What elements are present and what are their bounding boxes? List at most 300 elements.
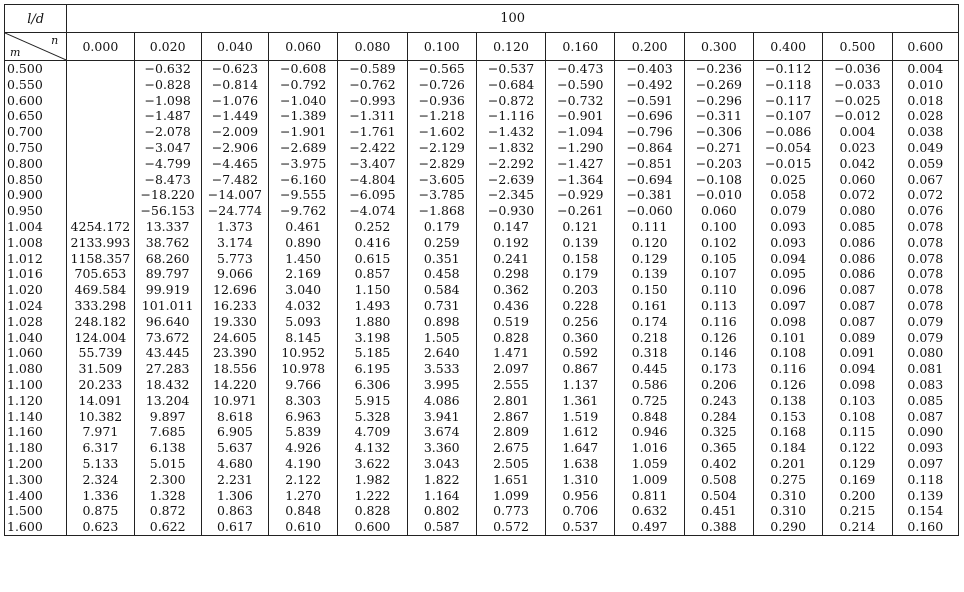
table-cell: 0.275 (754, 472, 823, 488)
table-cell: 0.116 (754, 361, 823, 377)
table-row (5, 298, 959, 314)
table-cell: 0.214 (823, 519, 892, 535)
table-cell: −2.689 (269, 140, 338, 156)
table-cell: 1.982 (338, 472, 407, 488)
table-cell: 0.078 (892, 235, 958, 251)
table-row (5, 330, 959, 346)
table-cell: −2.345 (476, 187, 545, 203)
table-cell: −2.639 (476, 172, 545, 188)
table-cell: 3.040 (269, 282, 338, 298)
table-cell: 0.087 (823, 298, 892, 314)
table-cell: −0.851 (615, 156, 684, 172)
table-cell: 0.284 (684, 409, 753, 425)
row-header-m: 0.650 (5, 108, 67, 124)
table-cell: 0.080 (892, 345, 958, 361)
ratio-label-cell (5, 5, 67, 33)
table-cell: 0.857 (338, 266, 407, 282)
table-cell: −0.537 (476, 61, 545, 77)
table-cell (67, 172, 134, 188)
table-cell: 0.848 (269, 503, 338, 519)
row-header-m: 0.800 (5, 156, 67, 172)
table-cell: 0.049 (892, 140, 958, 156)
n-label: n (51, 34, 59, 47)
table-cell: −0.623 (201, 61, 268, 77)
table-cell: 6.306 (338, 377, 407, 393)
table-cell: −1.868 (407, 203, 476, 219)
table-cell: 0.811 (615, 488, 684, 504)
table-cell: 0.252 (338, 219, 407, 235)
row-header-m: 1.060 (5, 345, 67, 361)
table-cell: 1.222 (338, 488, 407, 504)
row-header-m: 1.012 (5, 251, 67, 267)
row-header-m: 1.020 (5, 282, 67, 298)
table-cell: 6.963 (269, 409, 338, 425)
table-cell: −0.473 (546, 61, 615, 77)
table-cell: 1.310 (546, 472, 615, 488)
table-cell: 3.674 (407, 424, 476, 440)
row-header-m: 1.200 (5, 456, 67, 472)
table-cell: 0.096 (754, 282, 823, 298)
table-cell: 0.108 (754, 345, 823, 361)
table-cell: 0.508 (684, 472, 753, 488)
table-cell: 0.098 (823, 377, 892, 393)
row-header-m: 1.024 (5, 298, 67, 314)
table-cell: 12.696 (201, 282, 268, 298)
table-cell: 3.622 (338, 456, 407, 472)
row-header-m: 1.100 (5, 377, 67, 393)
table-cell: −0.726 (407, 77, 476, 93)
table-cell: 0.059 (892, 156, 958, 172)
table-cell: 0.101 (754, 330, 823, 346)
table-row (5, 519, 959, 535)
table-cell: 0.095 (754, 266, 823, 282)
table-cell: 0.115 (823, 424, 892, 440)
table-cell: −0.033 (823, 77, 892, 93)
table-cell: 0.828 (476, 330, 545, 346)
table-cell (67, 124, 134, 140)
table-cell: 0.080 (823, 203, 892, 219)
table-cell: −0.269 (684, 77, 753, 93)
column-header-row (5, 33, 959, 61)
table-cell: 0.617 (201, 519, 268, 535)
table-cell: 1.009 (615, 472, 684, 488)
table-cell: 0.451 (684, 503, 753, 519)
table-cell: 0.085 (823, 219, 892, 235)
table-cell: −0.694 (615, 172, 684, 188)
table-cell: −0.311 (684, 108, 753, 124)
table-row (5, 314, 959, 330)
table-cell: 0.504 (684, 488, 753, 504)
table-cell: 18.556 (201, 361, 268, 377)
table-cell: 1.059 (615, 456, 684, 472)
table-cell: 0.087 (823, 314, 892, 330)
table-cell: 1.505 (407, 330, 476, 346)
row-header-m: 0.950 (5, 203, 67, 219)
table-cell: 0.360 (546, 330, 615, 346)
table-cell: 1.519 (546, 409, 615, 425)
table-cell: −1.832 (476, 140, 545, 156)
table-cell: −1.311 (338, 108, 407, 124)
table-cell: 6.905 (201, 424, 268, 440)
column-header-n: 0.020 (134, 33, 201, 61)
table-cell: 0.802 (407, 503, 476, 519)
table-row (5, 266, 959, 282)
table-cell: 0.875 (67, 503, 134, 519)
table-cell: 14.220 (201, 377, 268, 393)
column-header-n: 0.300 (684, 33, 753, 61)
table-cell: −1.098 (134, 93, 201, 109)
group-title: 100 (500, 11, 526, 26)
table-cell: 96.640 (134, 314, 201, 330)
table-cell: 0.076 (892, 203, 958, 219)
table-cell: −0.112 (754, 61, 823, 77)
table-cell: −0.901 (546, 108, 615, 124)
table-row (5, 77, 959, 93)
table-cell: 469.584 (67, 282, 134, 298)
row-header-m: 0.750 (5, 140, 67, 156)
table-cell: −3.047 (134, 140, 201, 156)
table-cell: 0.150 (615, 282, 684, 298)
table-cell: 1.638 (546, 456, 615, 472)
table-cell: −1.901 (269, 124, 338, 140)
table-cell: −3.975 (269, 156, 338, 172)
table-cell: 2.640 (407, 345, 476, 361)
table-cell: 0.867 (546, 361, 615, 377)
table-cell: 0.872 (134, 503, 201, 519)
table-cell: 0.615 (338, 251, 407, 267)
table-cell: 0.093 (892, 440, 958, 456)
header-row-group (5, 5, 959, 33)
table-cell: −0.236 (684, 61, 753, 77)
table-cell: 0.139 (546, 235, 615, 251)
table-cell: 7.971 (67, 424, 134, 440)
table-cell: 0.179 (546, 266, 615, 282)
table-cell: 99.919 (134, 282, 201, 298)
table-cell: 3.941 (407, 409, 476, 425)
table-cell: −1.094 (546, 124, 615, 140)
table-cell: 0.079 (892, 330, 958, 346)
row-header-m: 1.080 (5, 361, 67, 377)
table-row (5, 345, 959, 361)
table-cell: 23.390 (201, 345, 268, 361)
table-cell: −2.906 (201, 140, 268, 156)
table-cell: 5.185 (338, 345, 407, 361)
table-cell: −2.829 (407, 156, 476, 172)
table-cell: 0.093 (754, 219, 823, 235)
table-cell: 0.081 (892, 361, 958, 377)
table-cell: 0.241 (476, 251, 545, 267)
table-cell: −0.054 (754, 140, 823, 156)
table-cell: −0.684 (476, 77, 545, 93)
table-cell: 5.133 (67, 456, 134, 472)
table-cell: 0.946 (615, 424, 684, 440)
table-cell: −4.465 (201, 156, 268, 172)
table-row (5, 156, 959, 172)
table-cell: −0.203 (684, 156, 753, 172)
table-cell: 8.618 (201, 409, 268, 425)
table-cell: 9.766 (269, 377, 338, 393)
table-cell: 5.637 (201, 440, 268, 456)
table-cell: 0.218 (615, 330, 684, 346)
table-cell (67, 77, 134, 93)
table-cell: −7.482 (201, 172, 268, 188)
table-cell: 0.179 (407, 219, 476, 235)
table-cell: 0.290 (754, 519, 823, 535)
table-cell: 73.672 (134, 330, 201, 346)
table-cell: −6.160 (269, 172, 338, 188)
table-cell (67, 203, 134, 219)
row-header-m: 1.140 (5, 409, 67, 425)
table-cell: 4.680 (201, 456, 268, 472)
table-cell: 0.111 (615, 219, 684, 235)
table-cell: 0.416 (338, 235, 407, 251)
table-cell: −4.074 (338, 203, 407, 219)
table-cell: 10.382 (67, 409, 134, 425)
table-cell: −0.732 (546, 93, 615, 109)
table-cell: −0.632 (134, 61, 201, 77)
table-cell: 0.116 (684, 314, 753, 330)
table-cell: −0.012 (823, 108, 892, 124)
table-cell: 2.867 (476, 409, 545, 425)
row-header-m: 1.180 (5, 440, 67, 456)
row-header-m: 0.600 (5, 93, 67, 109)
row-header-m: 1.008 (5, 235, 67, 251)
table-cell: 1.651 (476, 472, 545, 488)
table-cell: −0.025 (823, 93, 892, 109)
table-cell: 9.066 (201, 266, 268, 282)
table-cell: 4.132 (338, 440, 407, 456)
table-cell: 1.164 (407, 488, 476, 504)
coefficient-table-container (4, 4, 959, 536)
table-cell: 0.100 (684, 219, 753, 235)
table-cell: 0.325 (684, 424, 753, 440)
table-cell: 0.060 (823, 172, 892, 188)
table-cell: 3.360 (407, 440, 476, 456)
table-cell: 0.458 (407, 266, 476, 282)
table-cell: −0.993 (338, 93, 407, 109)
table-cell: −0.864 (615, 140, 684, 156)
table-cell: 38.762 (134, 235, 201, 251)
table-row (5, 203, 959, 219)
table-cell: 1.099 (476, 488, 545, 504)
table-cell: 0.243 (684, 393, 753, 409)
table-cell: 1.270 (269, 488, 338, 504)
table-cell: 0.622 (134, 519, 201, 535)
table-cell: 13.204 (134, 393, 201, 409)
table-cell: −0.107 (754, 108, 823, 124)
table-cell: 1.150 (338, 282, 407, 298)
table-cell: 0.610 (269, 519, 338, 535)
table-cell: 1.822 (407, 472, 476, 488)
table-cell: 2.324 (67, 472, 134, 488)
row-header-m: 1.500 (5, 503, 67, 519)
table-cell: −18.220 (134, 187, 201, 203)
table-cell: 0.436 (476, 298, 545, 314)
table-cell: 0.586 (615, 377, 684, 393)
table-cell: 0.848 (615, 409, 684, 425)
table-cell: 0.206 (684, 377, 753, 393)
table-cell: 0.083 (892, 377, 958, 393)
table-cell: 3.533 (407, 361, 476, 377)
table-cell: 0.310 (754, 503, 823, 519)
table-cell: 0.126 (684, 330, 753, 346)
table-cell: −0.306 (684, 124, 753, 140)
table-cell: 0.192 (476, 235, 545, 251)
table-cell: 0.023 (823, 140, 892, 156)
table-cell: 1.450 (269, 251, 338, 267)
table-cell: 10.971 (201, 393, 268, 409)
row-header-m: 0.500 (5, 61, 67, 77)
table-cell: 124.004 (67, 330, 134, 346)
table-cell: −1.761 (338, 124, 407, 140)
coefficient-table (4, 4, 959, 536)
table-cell: 1.336 (67, 488, 134, 504)
table-cell: −0.590 (546, 77, 615, 93)
table-cell: 4.190 (269, 456, 338, 472)
table-cell: −2.422 (338, 140, 407, 156)
table-cell: −0.936 (407, 93, 476, 109)
table-cell: 5.328 (338, 409, 407, 425)
column-header-n: 0.080 (338, 33, 407, 61)
table-cell: 0.147 (476, 219, 545, 235)
table-row (5, 219, 959, 235)
table-cell: 0.592 (546, 345, 615, 361)
table-cell: 0.093 (754, 235, 823, 251)
table-row (5, 361, 959, 377)
table-cell: −3.605 (407, 172, 476, 188)
column-header-n: 0.160 (546, 33, 615, 61)
table-row (5, 472, 959, 488)
table-row (5, 393, 959, 409)
table-cell: 0.067 (892, 172, 958, 188)
table-cell: 1.373 (201, 219, 268, 235)
table-cell: 0.097 (892, 456, 958, 472)
table-cell: 0.773 (476, 503, 545, 519)
table-cell: 1.493 (338, 298, 407, 314)
row-header-m: 1.400 (5, 488, 67, 504)
table-cell: 0.078 (892, 251, 958, 267)
table-cell: 0.121 (546, 219, 615, 235)
table-cell: 0.632 (615, 503, 684, 519)
table-cell: 333.298 (67, 298, 134, 314)
table-cell: 0.107 (684, 266, 753, 282)
table-cell: 0.042 (823, 156, 892, 172)
table-cell: 2.801 (476, 393, 545, 409)
table-cell: 0.079 (892, 314, 958, 330)
table-cell: 0.200 (823, 488, 892, 504)
table-row (5, 251, 959, 267)
table-cell: 0.169 (823, 472, 892, 488)
table-cell: 0.201 (754, 456, 823, 472)
table-cell: 2133.993 (67, 235, 134, 251)
table-cell: 0.087 (892, 409, 958, 425)
table-cell: 5.015 (134, 456, 201, 472)
table-cell: 4.709 (338, 424, 407, 440)
table-cell: −1.449 (201, 108, 268, 124)
table-cell: 0.519 (476, 314, 545, 330)
table-cell: 0.122 (823, 440, 892, 456)
table-cell: 0.388 (684, 519, 753, 535)
column-header-n: 0.600 (892, 33, 958, 61)
table-cell: −0.117 (754, 93, 823, 109)
table-cell: 0.362 (476, 282, 545, 298)
table-cell: 0.129 (615, 251, 684, 267)
table-cell: 1158.357 (67, 251, 134, 267)
table-cell: −0.010 (684, 187, 753, 203)
table-cell: 1.328 (134, 488, 201, 504)
table-cell: 101.011 (134, 298, 201, 314)
table-cell: −1.389 (269, 108, 338, 124)
table-cell: 0.310 (754, 488, 823, 504)
table-cell: 1.016 (615, 440, 684, 456)
table-cell: 1.880 (338, 314, 407, 330)
table-cell: 0.828 (338, 503, 407, 519)
row-header-m: 1.300 (5, 472, 67, 488)
m-label: m (10, 46, 21, 59)
column-header-n: 0.200 (615, 33, 684, 61)
table-row (5, 282, 959, 298)
table-cell: 0.072 (823, 187, 892, 203)
table-cell: 0.105 (684, 251, 753, 267)
table-cell: −1.076 (201, 93, 268, 109)
table-cell: 0.318 (615, 345, 684, 361)
table-cell: 3.198 (338, 330, 407, 346)
table-cell: 14.091 (67, 393, 134, 409)
table-cell: 0.153 (754, 409, 823, 425)
table-cell (67, 187, 134, 203)
table-cell: 89.797 (134, 266, 201, 282)
column-header-n: 0.040 (201, 33, 268, 61)
table-row (5, 140, 959, 156)
table-row (5, 93, 959, 109)
group-title-cell (67, 5, 959, 33)
table-cell: 0.138 (754, 393, 823, 409)
table-cell: 0.623 (67, 519, 134, 535)
diagonal-corner-cell (5, 33, 67, 61)
table-cell: 43.445 (134, 345, 201, 361)
table-body (5, 61, 959, 536)
table-cell: 0.078 (892, 282, 958, 298)
table-cell: −0.792 (269, 77, 338, 93)
table-cell: 0.018 (892, 93, 958, 109)
table-cell: 6.195 (338, 361, 407, 377)
table-row (5, 172, 959, 188)
table-cell: 2.169 (269, 266, 338, 282)
table-cell: 55.739 (67, 345, 134, 361)
table-cell: 1.647 (546, 440, 615, 456)
table-cell: 0.078 (892, 266, 958, 282)
table-cell (67, 108, 134, 124)
table-cell: 0.572 (476, 519, 545, 535)
table-cell: 0.108 (823, 409, 892, 425)
table-cell: −0.872 (476, 93, 545, 109)
table-cell: 0.365 (684, 440, 753, 456)
table-row (5, 424, 959, 440)
table-cell: 0.537 (546, 519, 615, 535)
table-cell: 0.120 (615, 235, 684, 251)
table-cell: 2.505 (476, 456, 545, 472)
table-cell: 0.445 (615, 361, 684, 377)
table-cell: −0.060 (615, 203, 684, 219)
table-cell: 0.731 (407, 298, 476, 314)
row-header-m: 1.120 (5, 393, 67, 409)
table-cell: 0.256 (546, 314, 615, 330)
table-cell: 0.086 (823, 235, 892, 251)
table-cell: 0.110 (684, 282, 753, 298)
table-cell: 705.653 (67, 266, 134, 282)
table-cell: −0.796 (615, 124, 684, 140)
table-cell: 0.139 (615, 266, 684, 282)
